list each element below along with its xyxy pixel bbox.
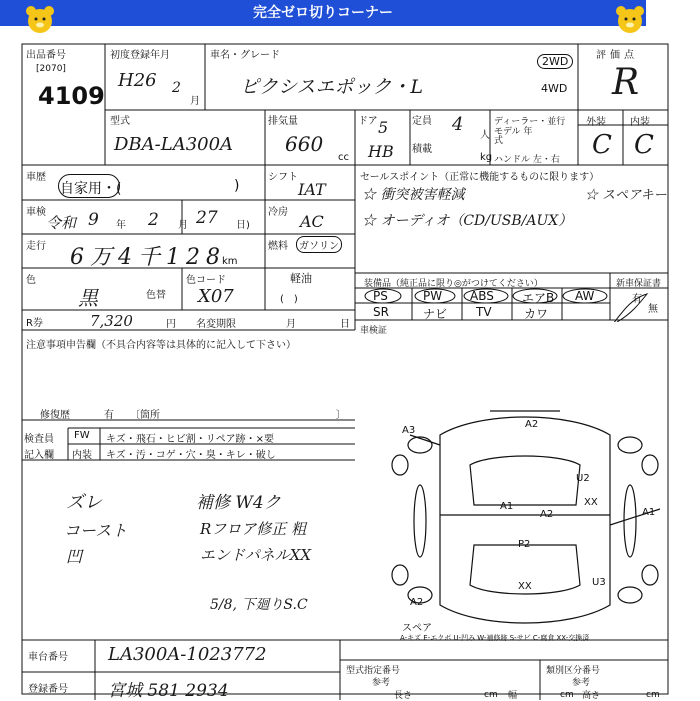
shaken-year: 9 xyxy=(88,210,99,230)
capacity-unit: 人 xyxy=(480,130,490,141)
shaken-year-unit: 年 xyxy=(116,220,126,231)
first-reg-month: 2 xyxy=(172,80,181,96)
equip-tv: TV xyxy=(476,305,492,319)
model-label: 型式 xyxy=(110,116,130,127)
shaken-day-unit: 日) xyxy=(236,220,250,231)
shift-label: シフト xyxy=(268,172,298,183)
fuel-gasoline: ガソリン xyxy=(296,236,342,253)
shaken-label: 車検 xyxy=(26,207,46,218)
recycle-label: R券 xyxy=(26,318,43,329)
svg-text:P2: P2 xyxy=(518,539,531,550)
capacity-value: 4 xyxy=(452,114,464,135)
first-reg-era: H26 xyxy=(118,70,157,91)
sales-line1b: ☆ スペアキー xyxy=(585,188,667,203)
body-value: HB xyxy=(368,142,394,161)
regchange-day-unit: 日 xyxy=(340,319,350,330)
svg-text:スペア: スペア xyxy=(402,623,432,634)
shaken-month-unit: 月 xyxy=(178,220,188,231)
width-label: 幅 xyxy=(508,691,518,701)
equip-navi: ナビ xyxy=(423,307,448,321)
inspector-label-2: 記入欄 xyxy=(24,450,54,461)
cc-unit: cc xyxy=(338,152,349,163)
cc-value: 660 xyxy=(285,132,324,156)
note-mid-2: Rフロア修正 粗 xyxy=(200,520,307,538)
ext-value: C xyxy=(592,130,612,160)
month-unit: 月 xyxy=(190,96,200,107)
length-unit: cm xyxy=(484,690,498,700)
notes-label: 注意事項申告欄（不具合内容等は具体的に記入して下さい） xyxy=(26,340,296,351)
name-value: ピクシスエポック・L xyxy=(240,76,424,98)
load-label: 積載 xyxy=(412,144,432,155)
mileage-value: 6万4千128 xyxy=(70,245,226,270)
note-mid-1: 補修 W4ク xyxy=(196,493,281,513)
chassis-label: 車台番号 xyxy=(28,652,68,663)
warranty-yes: 有 xyxy=(632,294,642,305)
cc-label: 排気量 xyxy=(268,116,298,127)
equip-sr: SR xyxy=(373,305,389,319)
equipment-circles xyxy=(355,288,668,322)
int-label: 内装 xyxy=(630,117,650,128)
mileage-unit: km xyxy=(222,256,238,267)
height-label: 高さ xyxy=(582,691,601,701)
history-value: 自家用・( xyxy=(60,181,122,197)
svg-text:U3: U3 xyxy=(592,577,606,588)
svg-text:XX: XX xyxy=(518,581,532,592)
cert-label: 型式指定番号 xyxy=(346,666,401,676)
recycle-unit: 円 xyxy=(166,319,176,330)
shaken-era: 令和 xyxy=(46,214,77,232)
fuel-label: 燃料 xyxy=(268,241,288,252)
inspector-row1-items: キズ・飛石・ヒビ割・リペア跡・×要 xyxy=(106,434,274,445)
svg-text:XX: XX xyxy=(584,497,598,508)
lot-number: 4109 xyxy=(38,82,105,110)
color-label: 色 xyxy=(26,275,36,286)
shaken-month: 2 xyxy=(148,210,159,230)
equip-airbag: エアB xyxy=(522,291,555,305)
color-code-label: 色コード xyxy=(186,275,226,286)
ext-label: 外装 xyxy=(586,117,606,128)
equipment-label: 装備品（純正品に限り◎がつけてください） xyxy=(364,279,543,289)
model-value: DBA-LA300A xyxy=(114,134,234,155)
repair-value: 有 xyxy=(104,410,114,421)
first-reg-label: 初度登録年月 xyxy=(110,50,170,61)
inspection-label: 車検証 xyxy=(360,326,388,336)
svg-text:A2: A2 xyxy=(525,419,539,430)
cat-label: 類別区分番号 xyxy=(546,666,601,676)
svg-text:A1: A1 xyxy=(642,507,656,518)
score-label: 評価点 xyxy=(596,50,638,61)
svg-text:A2: A2 xyxy=(410,597,424,608)
inspector-fw: FW xyxy=(74,430,90,441)
int-value: C xyxy=(634,130,654,160)
note-left-2: コースト xyxy=(64,521,128,540)
drive-4wd: 4WD xyxy=(541,82,568,95)
note-mid-4: 5/8, 下廻りS.C xyxy=(210,597,308,613)
width-unit: cm xyxy=(560,690,574,700)
equip-pw: PW xyxy=(423,289,443,303)
inspector-row2-items: キズ・汚・コゲ・穴・臭・キレ・破し xyxy=(106,450,276,461)
ref-label-2: 参考 xyxy=(572,678,591,688)
door-label: ドア xyxy=(358,116,378,127)
handle-label: ハンドル 左・右 xyxy=(494,155,560,165)
chassis-value: LA300A-1023772 xyxy=(108,644,267,665)
note-left-1: ズレ xyxy=(66,492,102,513)
equip-ps: PS xyxy=(373,289,388,303)
recycle-value: 7,320 xyxy=(90,312,133,330)
equip-aw: AW xyxy=(575,289,595,303)
door-value: 5 xyxy=(378,118,389,137)
warranty-label: 新車保証書 xyxy=(616,279,662,289)
capacity-label: 定員 xyxy=(412,116,432,127)
aircon-value: AC xyxy=(300,212,324,231)
svg-text:A3: A3 xyxy=(402,425,416,436)
length-label: 長さ xyxy=(394,691,413,701)
regchange-label: 名変期限 xyxy=(196,319,236,330)
sales-label: セールスポイント（正常に機能するものに限ります） xyxy=(360,172,600,183)
name-label: 車名・グレード xyxy=(210,50,280,61)
lot-sub: [2070] xyxy=(36,64,66,74)
ref-label-1: 参考 xyxy=(372,678,391,688)
history-circle xyxy=(58,174,120,198)
history-label: 車歴 xyxy=(26,172,46,183)
height-unit: cm xyxy=(646,690,660,700)
reg-value: 宮城 581 2934 xyxy=(108,681,229,701)
fuel-paren: ( ) xyxy=(280,294,298,305)
sales-line2: ☆ オーディオ（CD/USB/AUX） xyxy=(362,213,573,229)
warranty-no: 無 xyxy=(648,304,658,315)
shade-label: 色替 xyxy=(146,290,166,301)
inspector-label: 検査員 xyxy=(24,434,54,445)
svg-text:U2: U2 xyxy=(576,473,590,484)
note-left-3: 凹 xyxy=(66,547,83,566)
svg-text:A1: A1 xyxy=(500,501,514,512)
car-damage-diagram xyxy=(380,405,668,635)
shift-value: IAT xyxy=(298,180,326,199)
regchange-month-unit: 月 xyxy=(286,319,296,330)
dealer-label: ディーラー・並行 xyxy=(494,117,566,127)
sales-line1: ☆ 衝突被害軽減 xyxy=(362,187,465,203)
equip-abs: ABS xyxy=(470,289,494,303)
model-year-label: モデル 年式 xyxy=(494,127,533,146)
drive-2wd: 2WD xyxy=(537,54,573,69)
shaken-day: 27 xyxy=(196,208,218,228)
color-value: 黒 xyxy=(78,286,98,310)
fuel-kei: 軽油 xyxy=(290,272,312,285)
note-mid-3: エンドパネルXX xyxy=(200,546,312,564)
history-close: ) xyxy=(234,178,240,194)
diagram-legend: A-キズ E-エクボ U-凹み W-補修跡 S-サビ C-腐食 XX-交換済 xyxy=(400,634,590,642)
banner-title: 完全ゼロ切りコーナー xyxy=(0,0,646,26)
load-unit: kg xyxy=(480,152,493,163)
mileage-label: 走行 xyxy=(26,241,46,252)
equip-leather: カワ xyxy=(524,307,549,321)
inspector-interior: 内装 xyxy=(72,450,92,461)
score-value: R xyxy=(612,62,640,103)
lot-label: 出品番号 xyxy=(26,50,66,61)
reg-label: 登録番号 xyxy=(28,684,68,695)
repair-label: 修復歴 xyxy=(40,410,70,421)
aircon-label: 冷房 xyxy=(268,207,288,218)
svg-text:A2: A2 xyxy=(540,509,554,520)
color-code-value: X07 xyxy=(198,286,234,307)
repair-location: 〔箇所 xyxy=(130,410,160,421)
repair-close: 〕 xyxy=(336,410,346,421)
